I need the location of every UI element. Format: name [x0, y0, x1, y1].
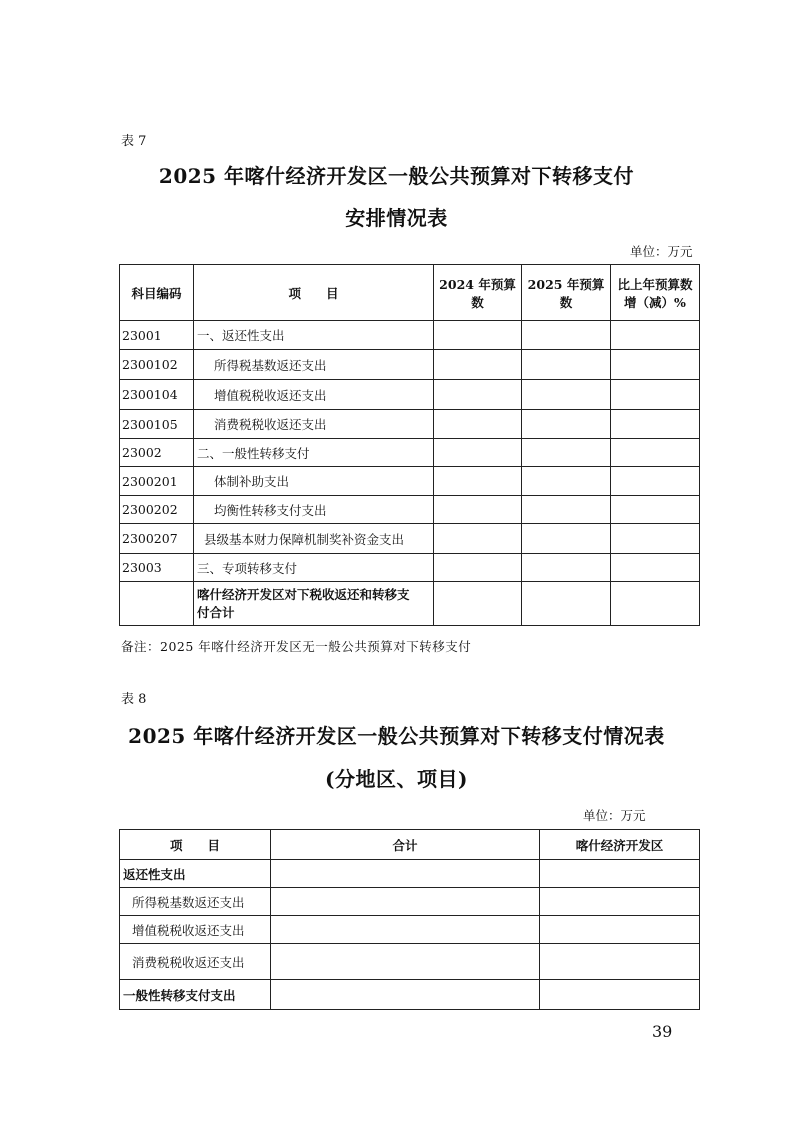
cell-change: [611, 410, 700, 439]
cell-change: [611, 524, 700, 554]
cell-change: [611, 467, 700, 496]
table8-title-line1: 2025 年喀什经济开发区一般公共预算对下转移支付情况表: [128, 724, 665, 748]
cell-2025: [522, 554, 611, 582]
cell-total: [271, 916, 540, 944]
cell-region: [540, 860, 700, 888]
cell-region: [540, 944, 700, 980]
row-code: 23001: [120, 321, 194, 350]
row-code: 23003: [120, 554, 194, 582]
cell-2025: [522, 524, 611, 554]
header-change-line2: 增（减）%: [624, 294, 686, 310]
cell-change: [611, 554, 700, 582]
table-row: [120, 439, 700, 467]
row-code: 2300201: [120, 467, 194, 496]
table8-label: 表 8: [121, 692, 147, 707]
table7-note: 备注：2025 年喀什经济开发区无一般公共预算对下转移支付: [121, 639, 472, 654]
page-number: 39: [652, 1022, 673, 1041]
table7-unit: 单位：万元: [630, 244, 693, 259]
table-row: [120, 980, 700, 1010]
header-item: 项 目: [194, 265, 434, 321]
cell-2024: [434, 380, 522, 410]
table-row: [120, 321, 700, 350]
table8-unit: 单位：万元: [583, 808, 646, 823]
table7-title-line2: 安排情况表: [345, 206, 448, 230]
table-row: [120, 467, 700, 496]
row-item: 增值税税收返还支出: [194, 380, 434, 410]
table-row: [120, 380, 700, 410]
total-code: [120, 582, 194, 626]
cell-2024: [434, 467, 522, 496]
cell-2025: [522, 467, 611, 496]
header-region: 喀什经济开发区: [540, 830, 700, 860]
row-item: 均衡性转移支付支出: [194, 496, 434, 524]
row-code: 2300207: [120, 524, 194, 554]
row-code: 23002: [120, 439, 194, 467]
header-change-line1: 比上年预算数: [617, 276, 693, 292]
row-item: 所得税基数返还支出: [120, 888, 271, 916]
row-item: 一般性转移支付支出: [120, 980, 271, 1010]
cell-2024: [434, 554, 522, 582]
cell-region: [540, 980, 700, 1010]
cell-2024: [434, 524, 522, 554]
row-item: 体制补助支出: [194, 467, 434, 496]
row-item: 消费税税收返还支出: [194, 410, 434, 439]
cell-region: [540, 888, 700, 916]
row-code: 2300104: [120, 380, 194, 410]
cell-2024: [434, 496, 522, 524]
table7-header-row: [120, 265, 700, 321]
table-row: [120, 888, 700, 916]
table-row: [120, 496, 700, 524]
cell-2024: [434, 410, 522, 439]
row-item: 一、返还性支出: [194, 321, 434, 350]
cell-2025: [522, 410, 611, 439]
cell-change: [611, 350, 700, 380]
table8-header-row: [120, 830, 700, 860]
cell-change: [611, 439, 700, 467]
header-code: 科目编码: [120, 265, 194, 321]
cell-2024: [434, 350, 522, 380]
row-code: 2300102: [120, 350, 194, 380]
cell-total: [271, 888, 540, 916]
row-code: 2300105: [120, 410, 194, 439]
header-change: [611, 265, 700, 321]
header-2025: 2025 年预算数: [522, 265, 611, 321]
cell-2024: [434, 582, 522, 626]
cell-2025: [522, 380, 611, 410]
table-row: [120, 944, 700, 980]
header-item: 项 目: [120, 830, 271, 860]
table8: [119, 829, 700, 1010]
table-row: [120, 410, 700, 439]
row-item: 县级基本财力保障机制奖补资金支出: [194, 524, 434, 554]
header-2024: 2024 年预算数: [434, 265, 522, 321]
row-code: 2300202: [120, 496, 194, 524]
row-item: 返还性支出: [120, 860, 271, 888]
table-row: [120, 554, 700, 582]
table7: [119, 264, 700, 626]
total-item-line1: 喀什经济开发区对下税收返还和转移支: [197, 586, 410, 602]
table7-label: 表 7: [121, 134, 147, 149]
table-row: [120, 524, 700, 554]
row-item: 增值税税收返还支出: [120, 916, 271, 944]
cell-2025: [522, 439, 611, 467]
table-row: [120, 860, 700, 888]
table8-title-line2: (分地区、项目): [325, 767, 468, 791]
cell-2025: [522, 582, 611, 626]
cell-total: [271, 860, 540, 888]
cell-2025: [522, 496, 611, 524]
row-item: 二、一般性转移支付: [194, 439, 434, 467]
cell-2024: [434, 439, 522, 467]
table-row: [120, 916, 700, 944]
total-item-line2: 付合计: [197, 604, 235, 620]
cell-total: [271, 980, 540, 1010]
cell-2025: [522, 350, 611, 380]
cell-2024: [434, 321, 522, 350]
cell-total: [271, 944, 540, 980]
cell-change: [611, 582, 700, 626]
cell-change: [611, 496, 700, 524]
table-row: [120, 350, 700, 380]
cell-change: [611, 380, 700, 410]
total-item: [194, 582, 434, 626]
row-item: 消费税税收返还支出: [120, 944, 271, 980]
row-item: 三、专项转移支付: [194, 554, 434, 582]
cell-2025: [522, 321, 611, 350]
row-item: 所得税基数返还支出: [194, 350, 434, 380]
cell-region: [540, 916, 700, 944]
table7-total-row: [120, 582, 700, 626]
header-total: 合计: [271, 830, 540, 860]
cell-change: [611, 321, 700, 350]
table7-title-line1: 2025 年喀什经济开发区一般公共预算对下转移支付: [158, 164, 635, 188]
